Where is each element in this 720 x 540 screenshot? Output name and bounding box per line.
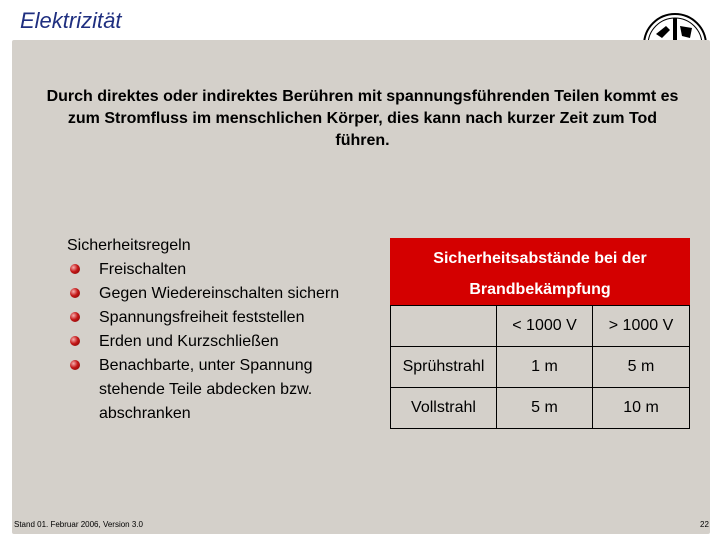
distances-heading — [390, 238, 690, 305]
table-header-cell: > 1000 V — [593, 306, 690, 347]
table-row — [391, 347, 690, 388]
table-cell: Vollstrahl — [391, 388, 497, 429]
rule-text: Benachbarte, unter Spannung stehende Teile abdecken bzw. abschranken — [99, 357, 313, 422]
table-cell: 5 m — [497, 388, 593, 429]
page-number: 22 — [700, 520, 709, 529]
table-row — [391, 388, 690, 429]
red-ball-bullet-icon — [70, 264, 80, 274]
distances-table — [390, 305, 690, 429]
list-item — [67, 258, 377, 282]
rule-text: Freischalten — [99, 261, 187, 278]
slide-title: Elektrizität — [20, 8, 122, 33]
list-item — [67, 354, 377, 426]
red-ball-bullet-icon — [70, 312, 80, 322]
table-header-cell — [391, 306, 497, 347]
intro-text: Durch direktes oder indirektes Berühren mit spannungsführenden Teilen kommt es zum Stromfluss im menschlichen Körper, dies kann nach kurzer Zeit zum Tod führen. — [46, 88, 679, 149]
distances-heading-line1: Sicherheitsabstände bei der — [433, 250, 647, 267]
red-ball-bullet-icon — [70, 288, 80, 298]
table-cell: 1 m — [497, 347, 593, 388]
safety-rules-heading: Sicherheitsregeln — [67, 237, 191, 254]
table-cell: 10 m — [593, 388, 690, 429]
safety-rules-list — [67, 234, 377, 426]
red-ball-bullet-icon — [70, 360, 80, 370]
table-header-row — [391, 306, 690, 347]
list-item — [67, 330, 377, 354]
red-ball-bullet-icon — [70, 336, 80, 346]
table-cell: Sprühstrahl — [391, 347, 497, 388]
footer-version: Stand 01. Februar 2006, Version 3.0 — [14, 520, 143, 529]
list-item — [67, 306, 377, 330]
rule-text: Gegen Wiedereinschalten sichern — [99, 285, 340, 302]
table-header-cell: < 1000 V — [497, 306, 593, 347]
table-cell: 5 m — [593, 347, 690, 388]
rule-text: Erden und Kurzschließen — [99, 333, 279, 350]
rule-text: Spannungsfreiheit feststellen — [99, 309, 305, 326]
distances-heading-line2: Brandbekämpfung — [469, 281, 611, 298]
list-item — [67, 282, 377, 306]
